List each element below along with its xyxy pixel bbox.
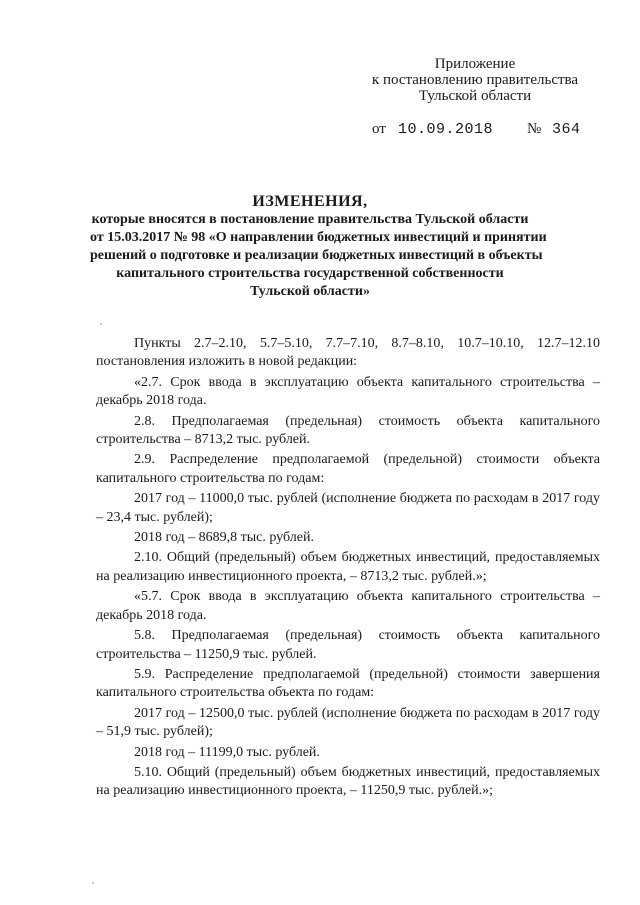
- scan-speck: [100, 323, 102, 325]
- paragraph: 2.9. Распределение предполагаемой (предельной) стоимости объекта капитального строительства по годам:: [96, 452, 600, 486]
- document-number: 364: [552, 121, 581, 138]
- paragraph: «5.7. Срок ввода в эксплуатацию объекта капитального строительства – декабрь 2018 года.: [96, 589, 600, 623]
- paragraph: 2018 год – 8689,8 тыс. рублей.: [134, 530, 314, 546]
- paragraph: 2017 год – 12500,0 тыс. рублей (исполнение бюджета по расходам в 2017 году – 51,9 тыс. рублей);: [96, 705, 600, 740]
- paragraph: 5.9. Распределение предполагаемой (предельной) стоимости завершения капитального строительства объекта по годам:: [96, 666, 600, 701]
- appendix-line-1: Приложение: [434, 56, 516, 72]
- number-sign: №: [527, 121, 542, 137]
- subtitle-line: решений о подготовке и реализации бюджетных инвестиций в объекты: [90, 248, 543, 263]
- appendix-line-2: к постановлению правительства: [371, 72, 579, 88]
- document-title: [90, 193, 547, 301]
- title-heading: ИЗМЕНЕНИЯ,: [252, 193, 368, 210]
- subtitle-line: капитального строительства государственной собственности: [116, 266, 504, 281]
- paragraph: 2018 год – 11199,0 тыс. рублей.: [134, 744, 320, 760]
- document-date: 10.09.2018: [398, 121, 494, 138]
- date-prefix: от: [372, 121, 386, 137]
- paragraph: 5.10. Общий (предельный) объем бюджетных инвестиций, предоставляемых на реализацию инвестиционного проекта, – 11250,9 тыс. рублей.»;: [96, 764, 600, 799]
- paragraph: 2.8. Предполагаемая (предельная) стоимость объекта капитального строительства – 8713,2 тыс. рублей.: [96, 413, 600, 448]
- appendix-line-3: Тульской области: [418, 88, 532, 104]
- paragraph: Пункты 2.7–2.10, 5.7–5.10, 7.7–7.10, 8.7–8.10, 10.7–10.10, 12.7–12.10 постановления изложить в новой редакции:: [96, 336, 600, 370]
- paragraph: 5.8. Предполагаемая (предельная) стоимость объекта капитального строительства – 11250,9 тыс. рублей.: [96, 628, 600, 662]
- paragraph: 2.10. Общий (предельный) объем бюджетных инвестиций, предоставляемых на реализацию инвестиционного проекта, – 8713,2 тыс. рублей.»;: [96, 550, 600, 584]
- subtitle-line: которые вносятся в постановление правительства Тульской области: [91, 212, 529, 227]
- subtitle-line: от 15.03.2017 № 98 «О направлении бюджетных инвестиций и принятии: [90, 230, 547, 245]
- document-body: [96, 335, 600, 801]
- paragraph: 2017 год – 11000,0 тыс. рублей (исполнение бюджета по расходам в 2017 году – 23,4 тыс. рублей);: [96, 491, 600, 525]
- appendix-header: [360, 56, 590, 104]
- subtitle-line: Тульской области»: [250, 284, 370, 299]
- paragraph: «2.7. Срок ввода в эксплуатацию объекта капитального строительства – декабрь 2018 года.: [96, 374, 600, 409]
- scan-speck: [92, 882, 94, 884]
